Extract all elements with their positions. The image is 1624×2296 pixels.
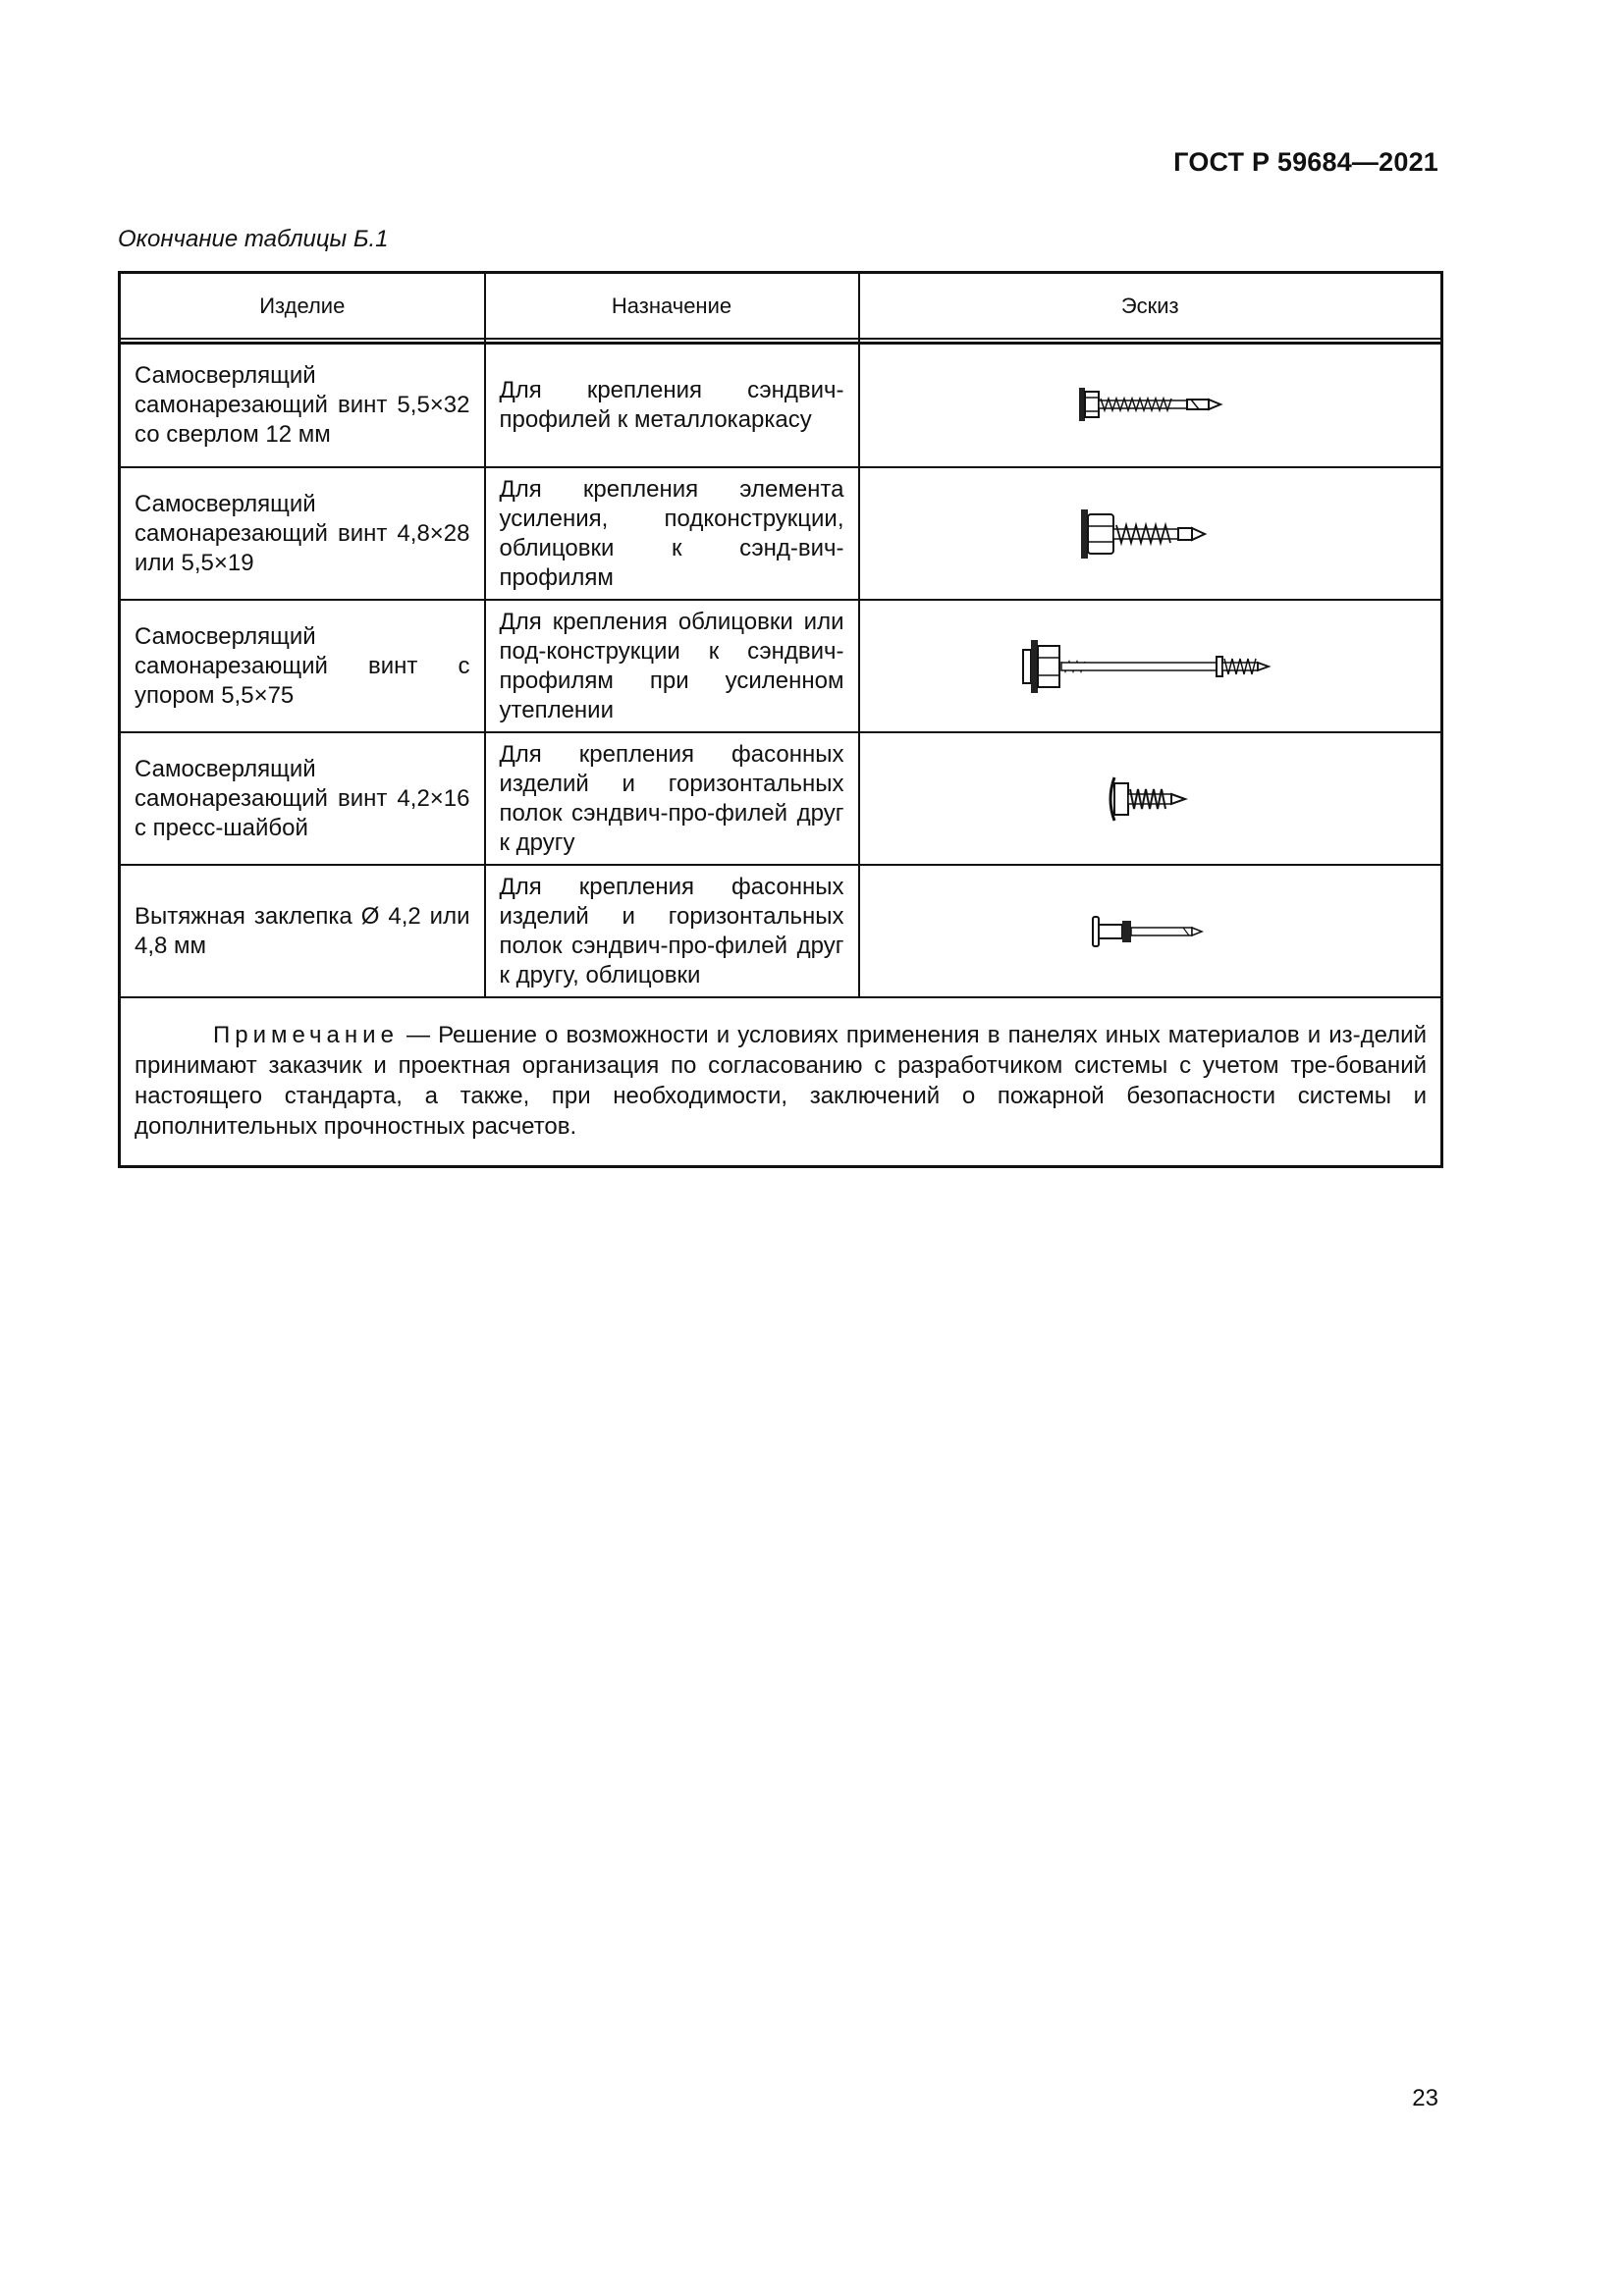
item-cell: Самосверлящий самонарезающий винт 4,2×16 с пресс-шайбой — [120, 732, 485, 865]
column-header-purpose: Назначение — [485, 273, 859, 340]
document-code: ГОСТ Р 59684—2021 — [1173, 147, 1438, 177]
sketch-cell — [859, 344, 1442, 468]
sketch-cell — [859, 600, 1442, 732]
purpose-cell: Для крепления облицовки или под-конструкции к сэндвич-профилям при усиленном утеплении — [485, 600, 859, 732]
table-row — [120, 467, 1442, 600]
note-text: — Решение о возможности и условиях применения в панелях иных материалов и из-делий принимают заказчик и проектная организация по согласованию с разработчиком системы с учетом тре-бований настоящего стандарта, а также, при необходимости, заключений о пожарной безопасности системы и дополнительных прочностных расчетов. — [135, 1022, 1427, 1140]
table-row — [120, 600, 1442, 732]
purpose-cell: Для крепления элемента усиления, подконструкции, облицовки к сэнд-вич-профилям — [485, 467, 859, 600]
note-label: Примечание — [213, 1022, 399, 1048]
item-cell: Самосверлящий самонарезающий винт 5,5×32 со сверлом 12 мм — [120, 344, 485, 468]
item-cell: Вытяжная заклепка Ø 4,2 или 4,8 мм — [120, 865, 485, 997]
table-row — [120, 344, 1442, 468]
page-number: 23 — [1412, 2085, 1438, 2111]
table-caption: Окончание таблицы Б.1 — [118, 226, 389, 252]
item-cell: Самосверлящий самонарезающий винт с упором 5,5×75 — [120, 600, 485, 732]
column-header-item: Изделие — [120, 273, 485, 340]
long-screw-with-stop-icon — [1017, 632, 1282, 701]
purpose-cell: Для крепления фасонных изделий и горизонтальных полок сэндвич-про-филей друг к другу — [485, 732, 859, 865]
column-header-sketch: Эскиз — [859, 273, 1442, 340]
table-header-row — [120, 273, 1442, 340]
item-cell: Самосверлящий самонарезающий винт 4,8×28 или 5,5×19 — [120, 467, 485, 600]
self-drilling-screw-drill-tip-icon — [1071, 376, 1228, 435]
table-row — [120, 865, 1442, 997]
sketch-cell — [859, 732, 1442, 865]
table-row — [120, 732, 1442, 865]
press-washer-screw-icon — [1101, 770, 1199, 828]
sketch-cell — [859, 865, 1442, 997]
table-note-row — [120, 997, 1442, 1167]
blind-rivet-icon — [1081, 907, 1218, 956]
table-note — [120, 997, 1442, 1167]
purpose-cell: Для крепления фасонных изделий и горизонтальных полок сэндвич-про-филей друг к другу, облицовки — [485, 865, 859, 997]
fasteners-table — [118, 271, 1443, 1168]
sketch-cell — [859, 467, 1442, 600]
self-drilling-screw-hex-head-icon — [1071, 500, 1228, 568]
purpose-cell: Для крепления сэндвич-профилей к металлокаркасу — [485, 344, 859, 468]
